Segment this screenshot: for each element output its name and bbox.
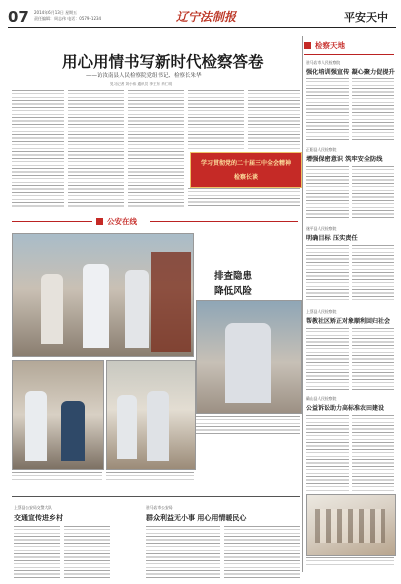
item5-body-a (306, 415, 349, 491)
item3-body-a (306, 245, 349, 303)
date-line: 2014年6月13日 星期五 (34, 10, 78, 15)
bottom-left-title: 交通宣传进乡村 (14, 513, 63, 522)
item5-photo-people (315, 509, 385, 543)
promo-line1: 学习贯彻党的二十届三中全会精神 (200, 160, 291, 167)
item2-body-b (352, 166, 394, 220)
lead-title: 用心用情书写新时代检察答卷 (62, 52, 264, 71)
right-header-title: 检察天地 (315, 41, 345, 50)
photo-section-header (96, 216, 296, 228)
item5-kicker: 确山县人民检察院 (306, 396, 337, 401)
item5-title: 公益诉讼助力高标准农田建设 (306, 405, 385, 412)
lead-body-col1 (12, 90, 64, 207)
main-photo-stall (151, 252, 191, 352)
item2-kicker: 正阳县人民检察院 (306, 147, 337, 152)
masthead (8, 6, 396, 36)
item3-body-b (352, 245, 394, 303)
photo-lower-mid (106, 360, 196, 470)
item2-body-a (306, 166, 349, 220)
photo-section-square (96, 218, 103, 225)
item3-kicker: 遂平县人民检察院 (306, 226, 337, 231)
bottom-divider (12, 496, 300, 497)
bottom-left-kicker: 上蔡县公安局交警大队 (14, 505, 52, 510)
bottom-mid-body-a (146, 526, 220, 578)
bottom-left-body-b (64, 526, 110, 578)
photo-section-rule-left (12, 221, 92, 222)
page-number: 07 (8, 8, 29, 26)
paper-name: 辽宁法制报 (176, 10, 237, 24)
photo-lower-left (12, 360, 104, 470)
photo-lower-mid-figure-2 (147, 391, 169, 461)
photo-lower-left-figure-1 (25, 391, 47, 461)
photo-lower-mid-figure-1 (117, 395, 137, 459)
lead-body-col3 (128, 90, 184, 207)
right-header-square (304, 42, 311, 49)
lead-subtitle: ——访汝南县人民检察院党组书记、检察长朱华 (86, 73, 202, 79)
bottom-mid-title: 群众利益无小事 用心用情暖民心 (146, 513, 247, 522)
item5-photo (306, 494, 396, 556)
main-photo-figure-3 (125, 270, 149, 348)
right-header (304, 40, 394, 52)
photo-lower-left-figure-2 (61, 401, 85, 461)
item1-kicker: 驻马店市人民检察院 (306, 60, 341, 65)
item2-title: 增强保密意识 筑牢安全防线 (306, 156, 383, 163)
item4-body-b (352, 328, 394, 390)
editor-line: 责任编辑：周志伟 电话：0579-1234 (34, 16, 102, 21)
item1-title: 强化培训强宣传 凝心聚力促提升 (306, 69, 395, 76)
item1-body-b (352, 78, 394, 142)
right-header-rule (304, 54, 394, 55)
item3-title: 明确目标 压实责任 (306, 235, 358, 242)
photo-lower-left-caption (12, 472, 102, 482)
photo-right-top-caption (196, 416, 300, 436)
promo-box (190, 152, 302, 188)
masthead-rule (8, 27, 396, 28)
photo-section-rule-right (150, 221, 298, 222)
item4-kicker: 上蔡县人民检察院 (306, 309, 337, 314)
main-photo-figure-2 (83, 264, 109, 348)
promo-line2: 检察长谈 (233, 174, 258, 181)
lead-body-col4 (188, 90, 244, 150)
column-separator (302, 36, 303, 572)
item5-caption (306, 557, 394, 567)
item4-title: 帮教社区矫正对象顺利回归社会 (306, 318, 391, 325)
item4-body-a (306, 328, 349, 390)
main-photo (12, 233, 194, 357)
bottom-mid-body-b (224, 526, 300, 578)
bottom-mid-kicker: 驻马店市公安局 (146, 505, 173, 510)
lead-body-col6 (188, 188, 300, 208)
item1-body-a (306, 78, 349, 142)
main-photo-figure-1 (41, 274, 63, 344)
item5-body-b (352, 415, 394, 491)
photo-section-title: 公安在线 (107, 217, 137, 226)
lead-body-col5 (248, 90, 300, 150)
photo-right-top-figure (225, 323, 271, 403)
section-name: 平安天中 (344, 11, 388, 24)
lead-byline: 见习记者 刘小伟 通讯员 李王东 肖仁明 (110, 82, 173, 86)
photo-lower-mid-caption (106, 472, 194, 482)
photo-caption-line2: 降低风险 (214, 286, 253, 297)
photo-right-top (196, 300, 302, 414)
lead-body-col2 (68, 90, 124, 207)
photo-caption-line1: 排查隐患 (214, 271, 253, 282)
bottom-left-body-a (14, 526, 60, 578)
